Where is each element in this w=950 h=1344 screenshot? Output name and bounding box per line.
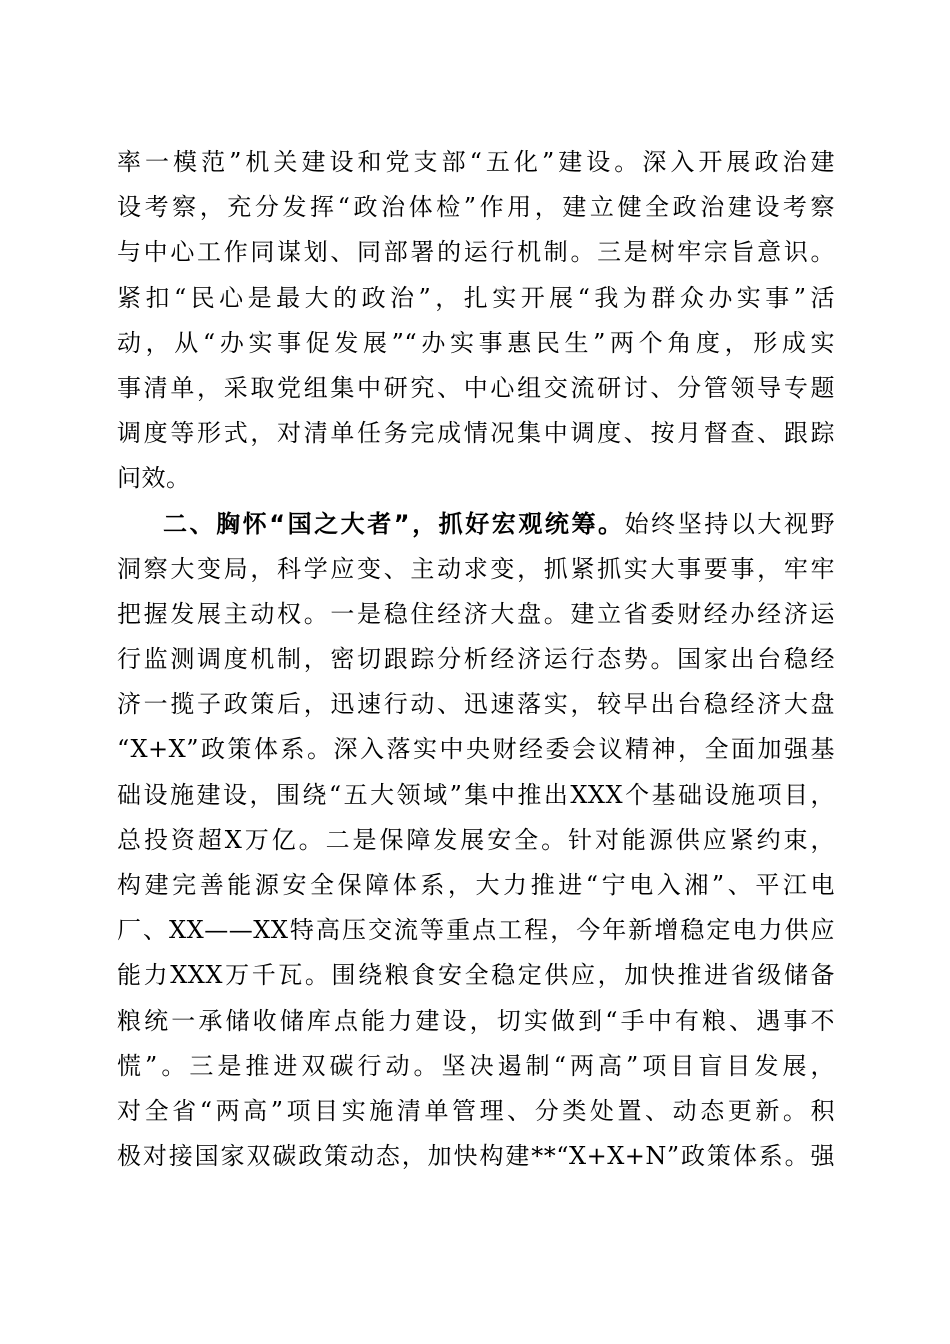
text-line: 厂、XX——XX特高压交流等重点工程，今年新增稳定电力供应 [117,916,835,945]
text-line: 事清单，采取党组集中研究、中心组交流研讨、分管领导专题 [117,373,835,402]
text-line: “X+X”政策体系。深入落实中央财经委会议精神，全面加强基 [117,735,835,764]
text-line: 行监测调度机制，密切跟踪分析经济运行态势。国家出台稳经 [117,645,835,674]
text-line: 动，从“办实事促发展”“办实事惠民生”两个角度，形成实 [117,328,835,357]
text-line: 粮统一承储收储库点能力建设，切实做到“手中有粮、遇事不 [117,1006,835,1035]
paragraph-1 [117,140,835,502]
text-line: 总投资超X万亿。二是保障发展安全。针对能源供应紧约束， [117,825,835,854]
paragraph-first-line [117,502,835,547]
text-line: 与中心工作同谋划、同部署的运行机制。三是树牢宗旨意识。 [117,238,835,267]
text-line: 设考察，充分发挥“政治体检”作用，建立健全政治建设考察 [117,193,835,222]
text-line: 紧扣“民心是最大的政治”，扎实开展“我为群众办实事”活 [117,283,835,312]
text-line: 构建完善能源安全保障体系，大力推进“宁电入湘”、平江电 [117,871,835,899]
text-line: 济一揽子政策后，迅速行动、迅速落实，较早出台稳经济大盘 [117,690,835,719]
text-line: 础设施建设，围绕“五大领域”集中推出XXX个基础设施项目， [117,780,835,809]
text-line: 问效。 [117,464,191,493]
text-line: 洞察大变局，科学应变、主动求变，抓紧抓实大事要事，牢牢 [117,554,835,583]
text-line: 能力XXX万千瓦。围绕粮食安全稳定供应，加快推进省级储备 [117,961,835,990]
text-line: 把握发展主动权。一是稳住经济大盘。建立省委财经办经济运 [117,599,835,628]
body-text [117,140,835,1179]
text-run: 始终坚持以大视野 [624,509,835,538]
text-line: 极对接国家双碳政策动态，加快构建**“X+X+N”政策体系。强 [117,1142,835,1171]
paragraph-2 [117,502,835,1180]
text-line: 慌”。三是推进双碳行动。坚决遏制“两高”项目盲目发展， [117,1051,835,1080]
text-line: 调度等形式，对清单任务完成情况集中调度、按月督查、跟踪 [117,419,835,448]
text-line: 率一模范”机关建设和党支部“五化”建设。深入开展政治建 [117,148,835,176]
text-line: 对全省“两高”项目实施清单管理、分类处置、动态更新。积 [117,1096,835,1125]
section-heading: 二、胸怀“国之大者”，抓好宏观统筹。 [163,509,625,538]
